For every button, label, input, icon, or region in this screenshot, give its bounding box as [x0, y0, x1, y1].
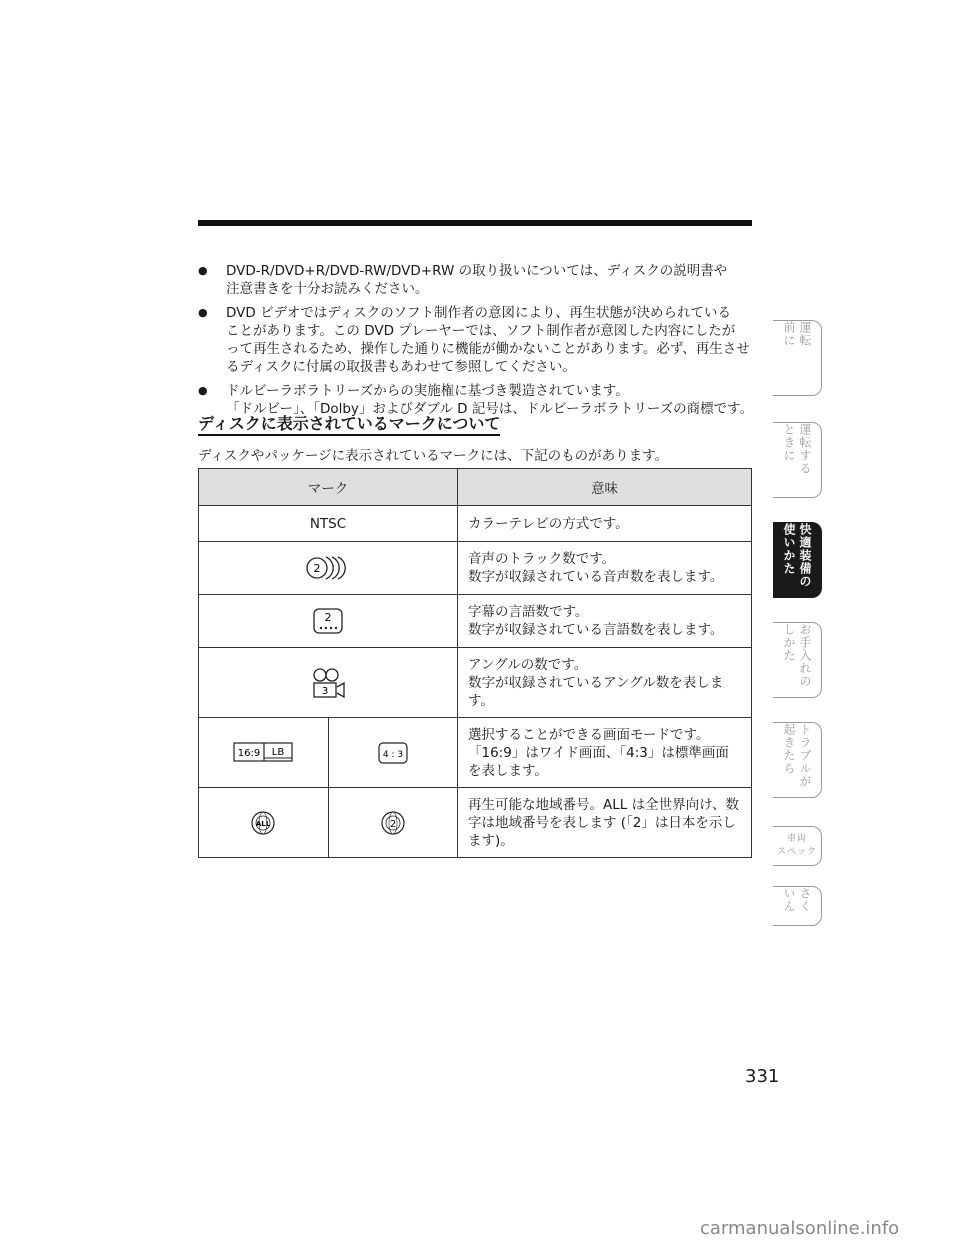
audio-tracks-number: 2: [313, 562, 321, 575]
meaning-line: カラーテレビの方式です。: [468, 515, 629, 532]
bullet-item: [198, 262, 758, 298]
header-mark: マーク: [199, 469, 458, 506]
side-tab-maintenance[interactable]: [773, 622, 822, 698]
meaning-line: 数字が収録されている音声数を表します。: [468, 569, 724, 585]
bullet-dot-icon: ●: [198, 384, 208, 397]
subtitle-number: 2: [324, 611, 332, 624]
side-tab-specs[interactable]: [773, 826, 822, 866]
audio-tracks-icon: [199, 542, 458, 595]
table-row: [199, 595, 752, 648]
region-all-icon: [199, 788, 329, 858]
bullet-line: 注意書きを十分お読みください。: [226, 281, 429, 297]
side-tab-label: スペック: [776, 847, 817, 857]
section-heading: ディスクに表示されているマークについて: [198, 414, 500, 436]
meaning-line: 音声のトラック数です。: [468, 551, 616, 567]
letterbox-label: LB: [272, 746, 285, 758]
region-all-label: ALL: [256, 819, 271, 828]
table-row: [199, 718, 752, 788]
widescreen-ratio: 16:9: [238, 747, 261, 759]
standard-ratio: 4 : 3: [382, 749, 403, 760]
side-tab-label: さく: [798, 887, 812, 913]
bullet-dot-icon: ●: [198, 264, 208, 277]
side-tab-label: 起きたら: [782, 723, 796, 775]
bullet-line: ドルビーラボラトリーズからの実施権に基づき製造されています。: [226, 383, 629, 399]
table-row: [199, 506, 752, 542]
side-tab-label: 車両: [786, 834, 807, 844]
meaning-line: 再生可能な地域番号。ALL は全世界向け、数: [468, 796, 740, 813]
side-tab-label: トラブルが: [798, 723, 812, 788]
side-tab-label: 快適装備の: [798, 523, 812, 588]
bullet-line: DVD-R/DVD+R/DVD-RW/DVD+RW の取り扱いについては、ディスクの説明書や: [226, 263, 728, 279]
bullet-item: [198, 382, 758, 418]
meaning-line: 字幕の言語数です。: [468, 604, 589, 620]
table-row: [199, 648, 752, 718]
bullet-line: って再生されるため、操作した通りに機能が働かないことがあります。必ず、再生させ: [226, 341, 750, 357]
subtitle-icon: [199, 595, 458, 648]
region-number: 2: [389, 818, 396, 830]
widescreen-icon: [199, 718, 329, 788]
standard-screen-icon: [328, 718, 457, 788]
section-intro: ディスクやパッケージに表示されているマークには、下記のものがあります。: [198, 448, 669, 464]
mark-ntsc: NTSC: [199, 506, 458, 542]
side-tab-label: しかた: [782, 623, 796, 662]
bullet-line: DVD ビデオではディスクのソフト制作者の意図により、再生状態が決められている: [226, 305, 731, 321]
side-tab-before-driving[interactable]: [773, 320, 822, 396]
bullet-line: るディスクに付属の取扱書もあわせて参照してください。: [226, 359, 576, 375]
side-tab-label: いん: [782, 887, 796, 913]
marks-table: [198, 468, 752, 858]
header-rule: [198, 220, 752, 226]
side-tab-comfort-equipment[interactable]: [773, 522, 822, 598]
meaning-line: 字は地域番号を表します (「2」は日本を示し: [468, 814, 736, 831]
meaning-line: す。: [468, 692, 494, 709]
side-tab-label: ときに: [782, 423, 796, 462]
watermark: carmanualsonline.info: [700, 1218, 900, 1239]
bullet-line: 「ドルビー」、「Dolby」およびダブル D 記号は、ドルビーラボラトリーズの商標です。: [226, 401, 754, 417]
side-tab-label: 使いかた: [782, 523, 796, 575]
angle-icon: [199, 648, 458, 718]
meaning-line: アングルの数です。: [468, 656, 588, 673]
meaning-line: 「16:9」はワイド画面、「4:3」は標準画面: [468, 744, 729, 761]
meaning-line: 選択することができる画面モードです。: [468, 726, 710, 743]
bullet-list: [198, 262, 758, 424]
table-row: [199, 788, 752, 858]
region-2-icon: [328, 788, 457, 858]
bullet-line: ことがあります。この DVD プレーヤーでは、ソフト制作者が意図した内容にしたが: [226, 323, 736, 339]
bullet-dot-icon: ●: [198, 306, 208, 319]
side-tab-troubleshooting[interactable]: [773, 722, 822, 798]
meaning-line: 数字が収録されている言語数を表します。: [468, 622, 724, 638]
angle-number: 3: [321, 685, 329, 697]
side-tab-label: 運転する: [798, 423, 812, 475]
side-tab-label: 前に: [782, 321, 796, 347]
side-tab-label: お手入れの: [798, 623, 812, 688]
meaning-line: を表します。: [468, 762, 548, 779]
side-tab-while-driving[interactable]: [773, 422, 822, 498]
bullet-item: [198, 304, 758, 376]
meaning-line: 数字が収録されているアングル数を表しま: [468, 674, 724, 691]
table-header-row: [199, 469, 752, 506]
side-tab-label: 運転: [798, 321, 812, 347]
page-number: 331: [745, 1066, 780, 1087]
table-row: [199, 542, 752, 595]
header-meaning: 意味: [458, 469, 752, 506]
side-tab-index[interactable]: [773, 886, 822, 926]
meaning-line: ます)。: [468, 832, 514, 849]
